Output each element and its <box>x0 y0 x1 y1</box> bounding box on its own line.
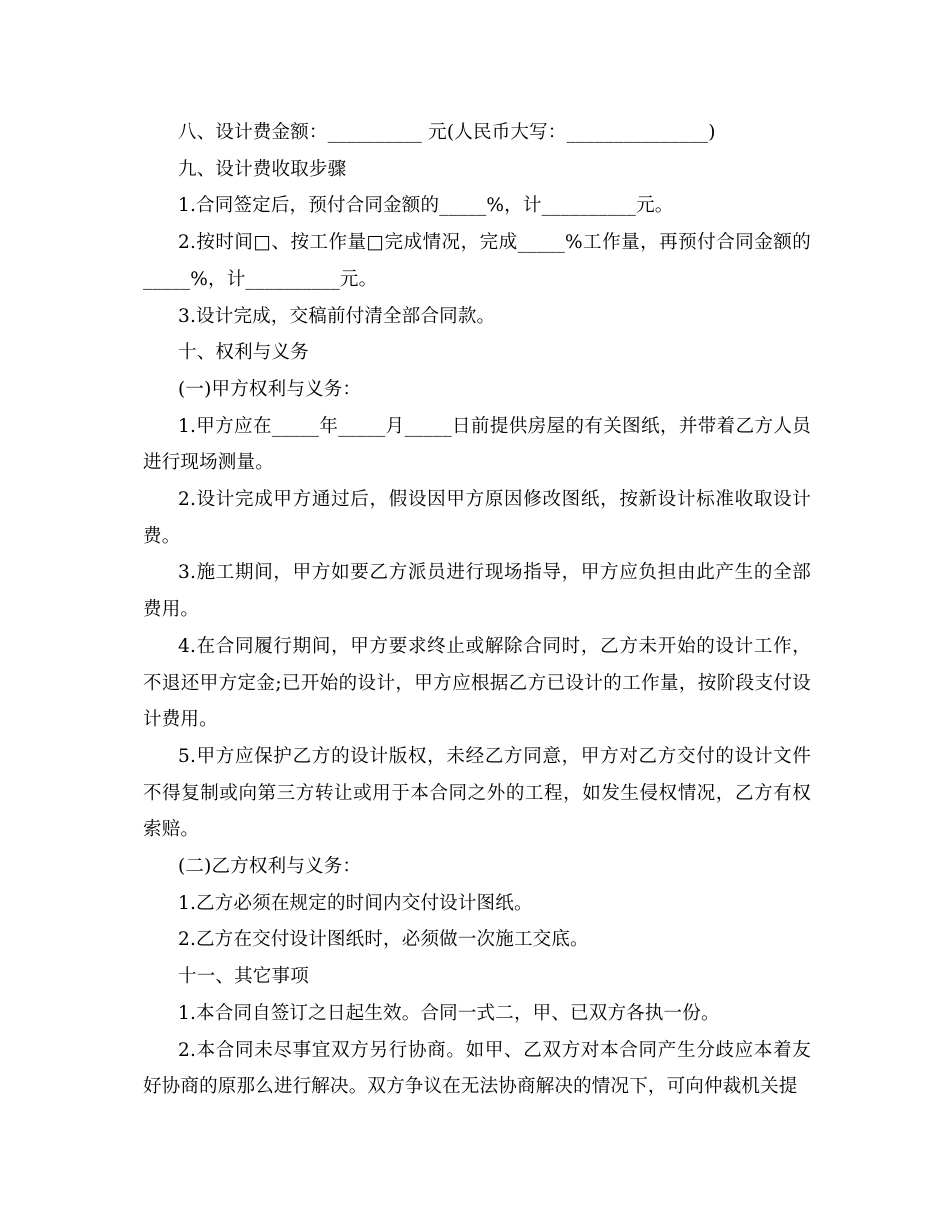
party-a-item-3: 3.施工期间，甲方如要乙方派员进行现场指导，甲方应负担由此产生的全部费用。 <box>143 562 811 621</box>
party-a-item-4: 4.在合同履行期间，甲方要求终止或解除合同时，乙方未开始的设计工作，不退还甲方定金;已开始的设计，甲方应根据乙方已设计的工作量，按阶段支付设计费用。 <box>143 635 811 731</box>
party-a-item-2: 2.设计完成甲方通过后，假设因甲方原因修改图纸，按新设计标准收取设计费。 <box>143 489 811 547</box>
design-fee-amount-clause: 八、设计费金额：__________ 元(人民币大写：_______________) <box>178 122 716 143</box>
party-a-item-1: 1.甲方应在_____年_____月_____日前提供房屋的有关图纸，并带着乙方人员进行现场测量。 <box>143 415 811 474</box>
other-matters-item-1: 1.本合同自签订之日起生效。合同一式二，甲、已双方各执一份。 <box>178 1002 720 1024</box>
fee-step-2: 2.按时间□、按工作量□完成情况，完成_____%工作量，再预付合同金额的_____%，计__________元。 <box>143 232 811 290</box>
party-a-item-5: 5.甲方应保护乙方的设计版权，未经乙方同意，甲方对乙方交付的设计文件不得复制或向第三方转让或用于本合同之外的工程，如发生侵权情况，乙方有权索赔。 <box>143 745 811 841</box>
party-b-item-1: 1.乙方必须在规定的时间内交付设计图纸。 <box>178 892 533 914</box>
fee-step-1: 1.合同签定后，预付合同金额的_____%，计__________元。 <box>178 195 674 217</box>
fee-step-3: 3.设计完成，交稿前付清全部合同款。 <box>178 305 496 327</box>
party-b-subheading: (二)乙方权利与义务： <box>178 856 362 878</box>
rights-obligations-heading: 十、权利与义务 <box>178 342 309 364</box>
party-a-subheading: (一)甲方权利与义务： <box>178 378 362 400</box>
fee-collection-steps-heading: 九、设计费收取步骤 <box>178 158 347 180</box>
other-matters-heading: 十一、其它事项 <box>178 966 309 988</box>
document-body <box>143 115 811 1106</box>
party-b-item-2: 2.乙方在交付设计图纸时，必须做一次施工交底。 <box>178 929 589 951</box>
other-matters-item-2: 2.本合同未尽事宜双方另行协商。如甲、乙双方对本合同产生分歧应本着友好协商的原那么进行解决。双方争议在无法协商解决的情况下，可向仲裁机关提 <box>143 1039 811 1098</box>
